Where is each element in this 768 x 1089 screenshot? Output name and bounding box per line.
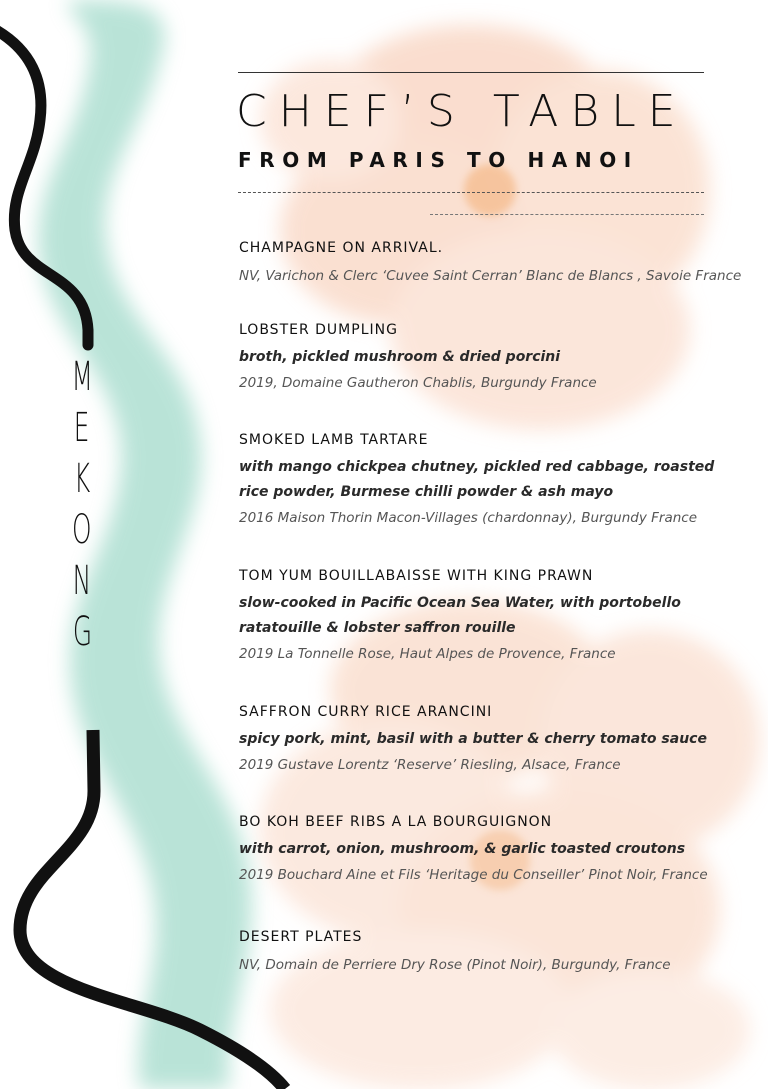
brand-letter: N (72, 558, 92, 604)
wine-pairing: 2016 Maison Thorin Macon-Villages (chardonnay), Burgundy France (239, 510, 698, 526)
menu-title: CHEF’S TABLE (236, 86, 688, 137)
wine-pairing: 2019 La Tonnelle Rose, Haut Alpes de Provence, France (239, 646, 616, 662)
wine-pairing: 2019 Bouchard Aine et Fils ‘Heritage du Conseiller’ Pinot Noir, France (239, 867, 708, 883)
course-name: BO KOH BEEF RIBS A LA BOURGUIGNON (239, 814, 553, 830)
course-name: SAFFRON CURRY RICE ARANCINI (239, 704, 493, 720)
course-description: slow-cooked in Pacific Ocean Sea Water, with portobello (239, 595, 681, 611)
menu-subtitle: FROM PARIS TO HANOI (238, 148, 639, 172)
brand-vertical-mekong (64, 352, 100, 658)
course-bouillabaisse (239, 568, 739, 667)
course-lobster-dumpling (239, 322, 739, 396)
course-name: TOM YUM BOUILLABAISSE WITH KING PRAWN (239, 568, 594, 584)
course-description: with carrot, onion, mushroom, & garlic toasted croutons (239, 841, 686, 857)
dashed-divider (238, 192, 704, 193)
brand-letter: O (72, 507, 92, 553)
wine-pairing: NV, Varichon & Clerc ‘Cuvee Saint Cerran’ Blanc de Blancs , Savoie France (239, 268, 742, 284)
brand-letter: E (74, 405, 90, 451)
course-description: rice powder, Burmese chilli powder & ash mayo (239, 484, 614, 500)
course-name: LOBSTER DUMPLING (239, 322, 398, 338)
dashed-divider-short (430, 214, 704, 215)
course-lamb-tartare (239, 432, 739, 531)
course-beef-ribs (239, 814, 739, 888)
top-divider (238, 72, 704, 73)
brand-letter: K (73, 456, 91, 502)
course-description: with mango chickpea chutney, pickled red cabbage, roasted (239, 459, 715, 475)
brand-letter: G (72, 609, 92, 655)
brand-letter: M (71, 354, 93, 400)
course-name: CHAMPAGNE ON ARRIVAL. (239, 240, 444, 256)
course-description: broth, pickled mushroom & dried porcini (239, 349, 561, 365)
course-name: SMOKED LAMB TARTARE (239, 432, 429, 448)
wine-pairing: 2019 Gustave Lorentz ‘Reserve’ Riesling, Alsace, France (239, 757, 621, 773)
course-arancini (239, 704, 739, 778)
course-description: ratatouille & lobster saffron rouille (239, 620, 516, 636)
course-name: DESERT PLATES (239, 929, 363, 945)
course-description: spicy pork, mint, basil with a butter & cherry tomato sauce (239, 731, 707, 747)
course-desert-plates (239, 929, 739, 978)
wine-pairing: 2019, Domaine Gautheron Chablis, Burgundy France (239, 375, 597, 391)
course-champagne (239, 240, 742, 289)
wine-pairing: NV, Domain de Perriere Dry Rose (Pinot Noir), Burgundy, France (239, 957, 671, 973)
